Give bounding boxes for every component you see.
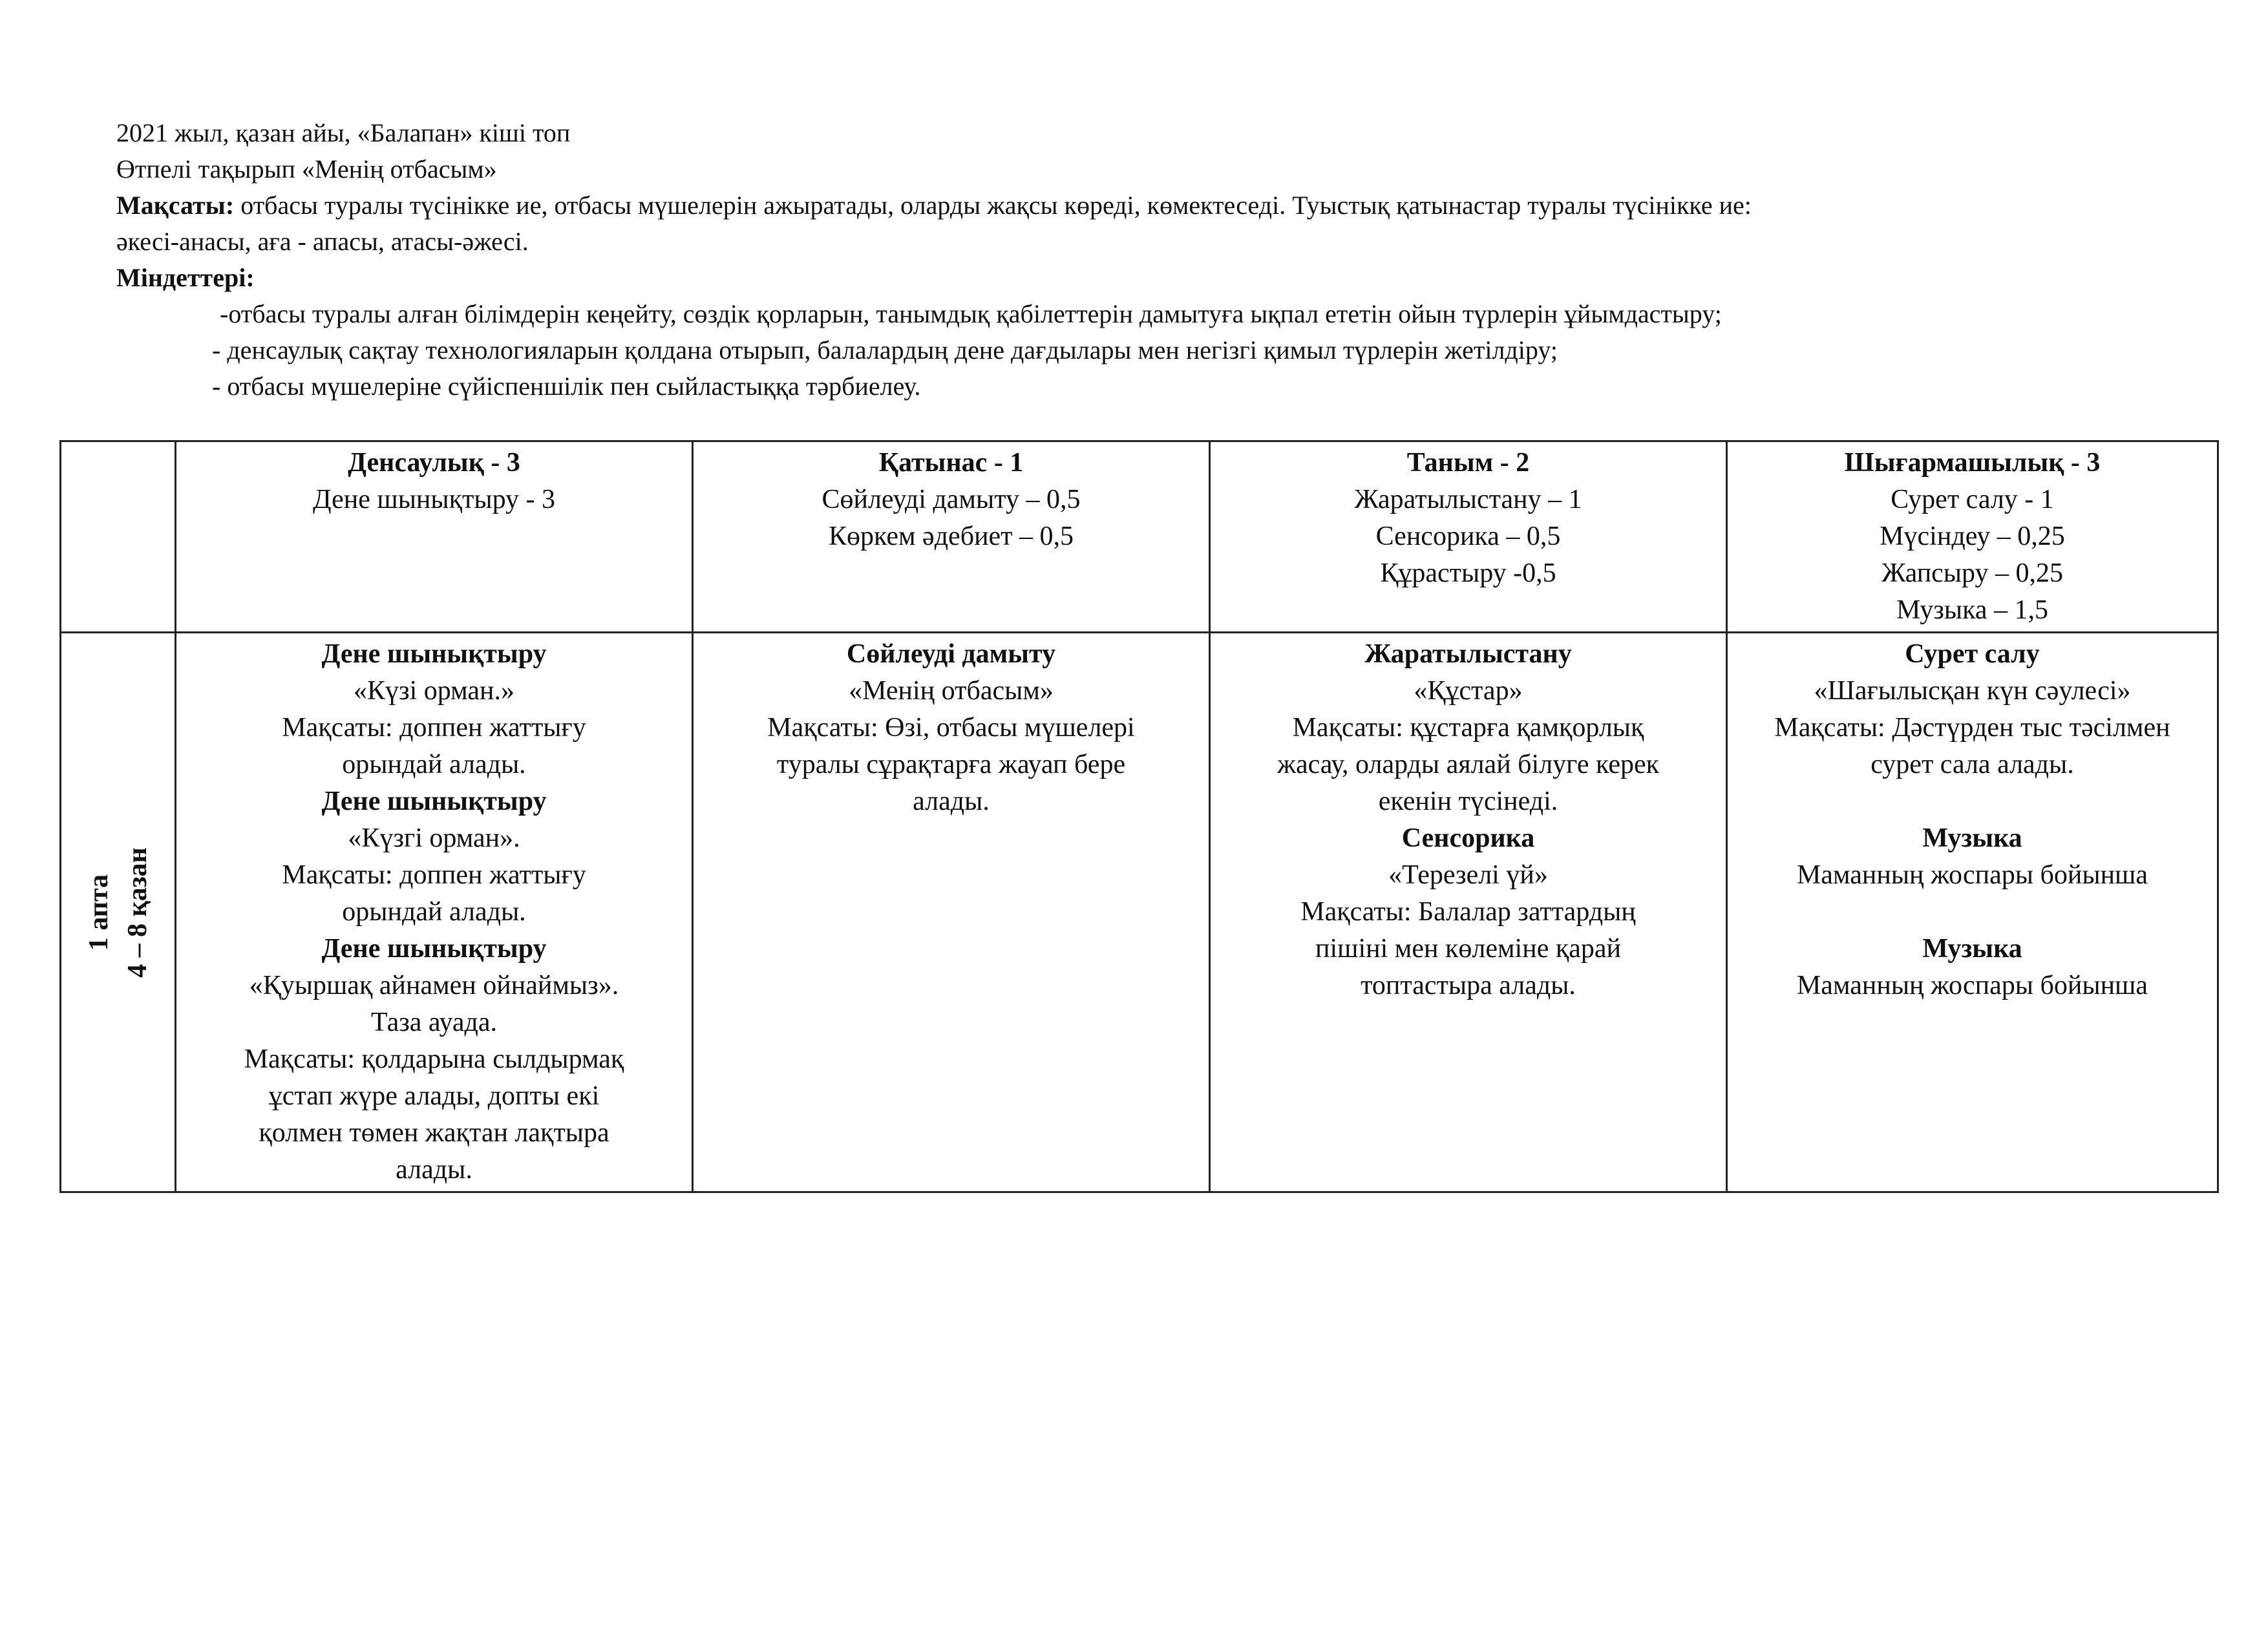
plan-table (59, 440, 2219, 1193)
activity-line: «Күзі орман.» (353, 676, 515, 706)
goal-line-2: әкесі-анасы, аға - апасы, атасы-әжесі. (116, 227, 529, 256)
activity-line: орындай алады. (342, 897, 526, 927)
activity-line: «Шағылысқан күн сәулесі» (1814, 676, 2131, 706)
activity-line: алады. (396, 1155, 472, 1185)
activity-line: ұстап жүре алады, допты екі (268, 1081, 600, 1111)
tasks-label: Міндеттері: (116, 263, 255, 292)
header-line: Мүсіндеу – 0,25 (1880, 522, 2065, 551)
task-item-2: - денсаулық сақтау технологияларын қолдана отырып, балалардың дене дағдылары мен негізгі қимыл түрлерін жетілдіру; (212, 335, 1558, 364)
activity-line: алады. (913, 787, 990, 816)
activity-line: Мақсаты: құстарға қамқорлық (1292, 713, 1644, 743)
corner-cell (61, 441, 176, 633)
header-line: Көркем әдебиет – 0,5 (828, 522, 1074, 551)
activity-line: Мақсаты: Дәстүрден тыс тәсілмен (1774, 713, 2170, 743)
header-row (61, 441, 2218, 633)
activity-line: «Құстар» (1414, 676, 1523, 706)
goal-label: Мақсаты: (116, 191, 235, 220)
header-line: Жаратылыстану – 1 (1354, 485, 1582, 514)
header-line: Дене шынықтыру - 3 (312, 485, 556, 514)
activity-line: Маманның жоспары бойынша (1796, 971, 2148, 1000)
header-line: Жапсыру – 0,25 (1881, 558, 2063, 588)
cell-natural-science (1210, 633, 1727, 1192)
task-item-3: - отбасы мүшелеріне сүйіспеншілік пен сыйластыққа тәрбиелеу. (212, 372, 921, 401)
activity-title: Дене шынықтыру (321, 639, 547, 669)
activity-line: топтастыра алады. (1361, 971, 1576, 1000)
activity-line: Мақсаты: Балалар заттардың (1300, 897, 1636, 927)
activity-title: Жаратылыстану (1364, 639, 1572, 669)
activity-line: «Күзгі орман». (348, 823, 520, 853)
activity-line: Мақсаты: қолдарына сылдырмақ (244, 1044, 624, 1074)
header-cell-health (176, 441, 693, 633)
activity-line: Мақсаты: доппен жаттығу (282, 860, 586, 890)
header-title: Қатынас - 1 (878, 448, 1024, 478)
activity-title: Сенсорика (1401, 823, 1535, 853)
activity-line: орындай алады. (342, 750, 526, 779)
header-cell-cognition (1210, 441, 1727, 633)
activity-line: Маманның жоспары бойынша (1796, 860, 2148, 890)
cell-creativity (1727, 633, 2218, 1192)
header-line-theme: Өтпелі тақырып «Менің отбасым» (116, 154, 497, 184)
activity-title: Дене шынықтыру (321, 787, 547, 816)
activity-line: Мақсаты: Өзі, отбасы мүшелері (767, 713, 1135, 743)
activity-line: «Менің отбасым» (849, 676, 1054, 706)
header-line: Музыка – 1,5 (1896, 595, 2049, 625)
header-line: Құрастыру -0,5 (1380, 558, 1556, 588)
activity-title: Сурет салу (1905, 639, 2040, 669)
week-number: 1 апта (83, 874, 114, 951)
activity-line: Таза ауада. (370, 1008, 498, 1037)
activity-title: Сөйлеуді дамыту (846, 639, 1056, 669)
spacer (1734, 894, 2210, 931)
activity-title: Музыка (1922, 934, 2022, 964)
header-title: Денсаулық - 3 (348, 448, 520, 478)
week-cell (61, 633, 176, 1192)
header-title: Таным - 2 (1406, 448, 1530, 478)
goal-line-1 (116, 187, 2185, 224)
header-cell-creativity (1727, 441, 2218, 633)
header-line: Сөйлеуді дамыту – 0,5 (821, 485, 1081, 514)
header-title: Шығармашылық - 3 (1844, 448, 2101, 478)
activity-line: Мақсаты: доппен жаттығу (282, 713, 586, 743)
activity-line: туралы сұрақтарға жауап бере (776, 750, 1126, 779)
week-row (61, 633, 2218, 1192)
goal-text-1: отбасы туралы түсінікке ие, отбасы мүшелерін ажыратады, оларды жақсы көреді, көмектеседі. Туыстық қатынастар туралы түсінікке ие: (234, 191, 1752, 220)
activity-line: пішіні мен көлеміне қарай (1315, 934, 1622, 964)
task-item-1: -отбасы туралы алған білімдерін кеңейту, сөздік қорларын, танымдық қабілеттерін дамытуға ықпал ететін ойын түрлерін ұйымдастыру; (220, 299, 1722, 328)
week-label (79, 847, 157, 978)
activity-line: сурет сала алады. (1871, 750, 2074, 779)
activity-line: «Қуыршақ айнамен ойнаймыз». (249, 971, 619, 1000)
spacer (1734, 783, 2210, 820)
cell-speech-development (693, 633, 1210, 1192)
header-line-group: 2021 жыл, қазан айы, «Балапан» кіші топ (116, 118, 571, 147)
activity-line: жасау, оларды аялай білуге керек (1277, 750, 1660, 779)
activity-line: «Терезелі үй» (1388, 860, 1548, 890)
activity-title: Музыка (1922, 823, 2022, 853)
activity-line: екенін түсінеді. (1378, 787, 1558, 816)
header-line: Сурет салу - 1 (1891, 485, 2054, 514)
cell-physical-education (176, 633, 693, 1192)
document-header (116, 115, 2185, 405)
activity-title: Дене шынықтыру (321, 934, 547, 964)
header-cell-communication (693, 441, 1210, 633)
week-dates: 4 – 8 қазан (122, 847, 153, 978)
activity-line: қолмен төмен жақтан лақтыра (259, 1118, 609, 1148)
header-line: Сенсорика – 0,5 (1375, 522, 1561, 551)
